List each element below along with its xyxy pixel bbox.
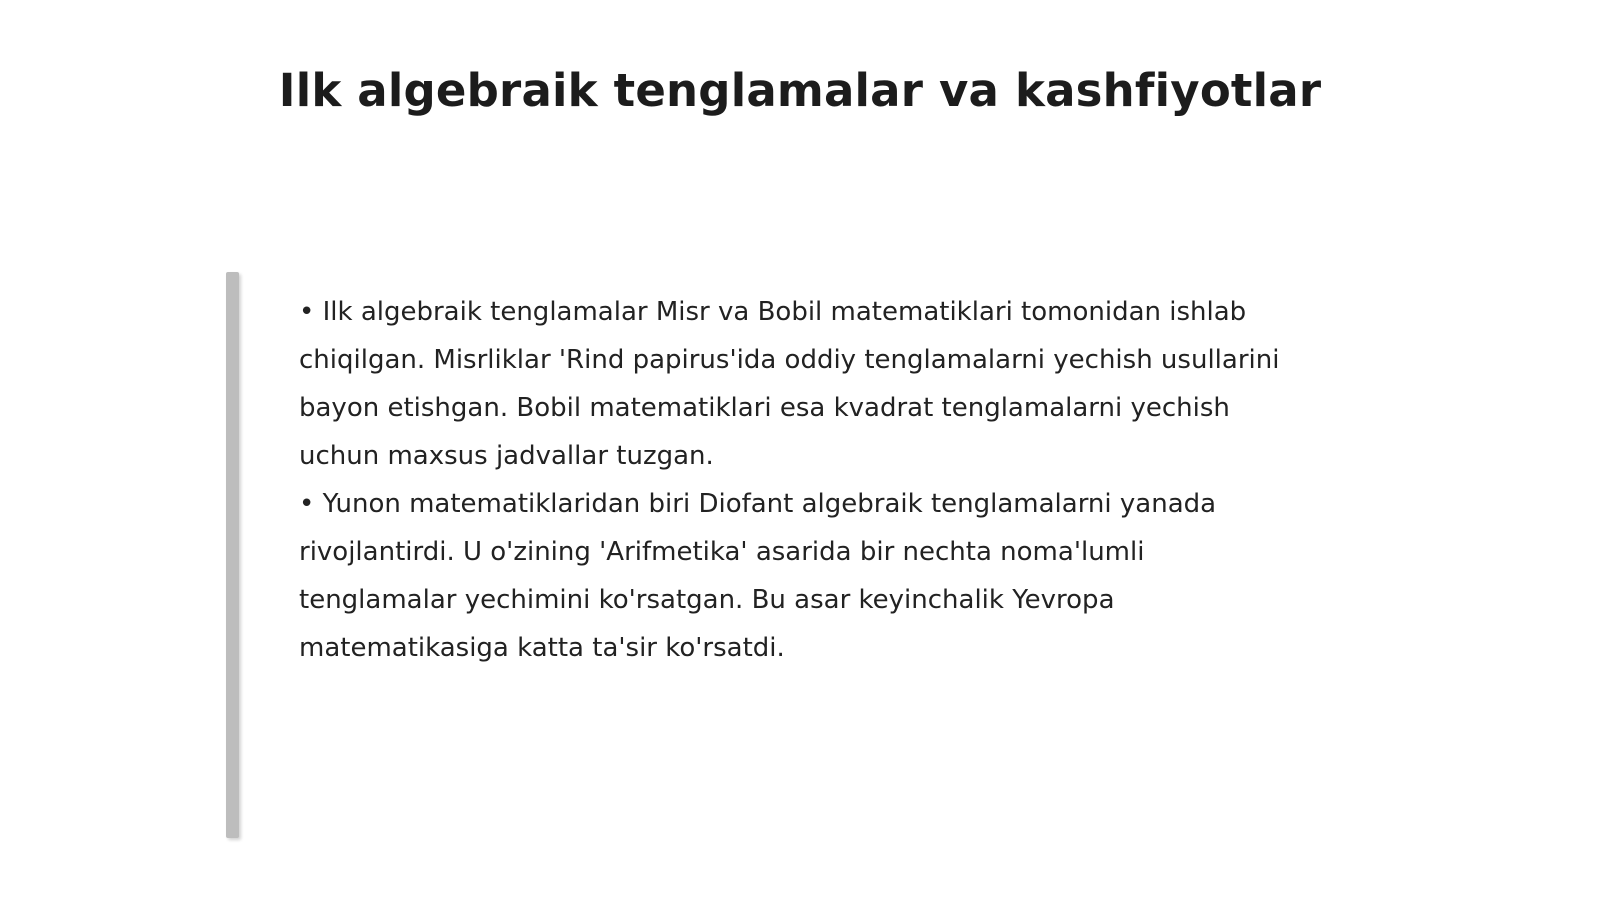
slide-title: Ilk algebraik tenglamalar va kashfiyotlar — [278, 64, 1322, 117]
slide-content — [299, 288, 1289, 672]
bullet-paragraph: • Yunon matematiklaridan biri Diofant algebraik tenglamalarni yanada rivojlantirdi. U o'zining 'Arifmetika' asarida bir nechta noma'lumli tenglamalar yechimini ko'rsatgan. Bu asar keyinchalik Yevropa matematikasiga katta ta'sir ko'rsatdi. — [299, 489, 1217, 663]
bullet-paragraph: • Ilk algebraik tenglamalar Misr va Bobil matematiklari tomonidan ishlab chiqilgan. Misrliklar 'Rind papirus'ida oddiy tenglamalarni yechish usullarini bayon etishgan. Bobil matematiklari esa kvadrat tenglamalarni yechish uchun maxsus jadvallar tuzgan. — [299, 297, 1280, 471]
accent-bar — [226, 272, 239, 838]
